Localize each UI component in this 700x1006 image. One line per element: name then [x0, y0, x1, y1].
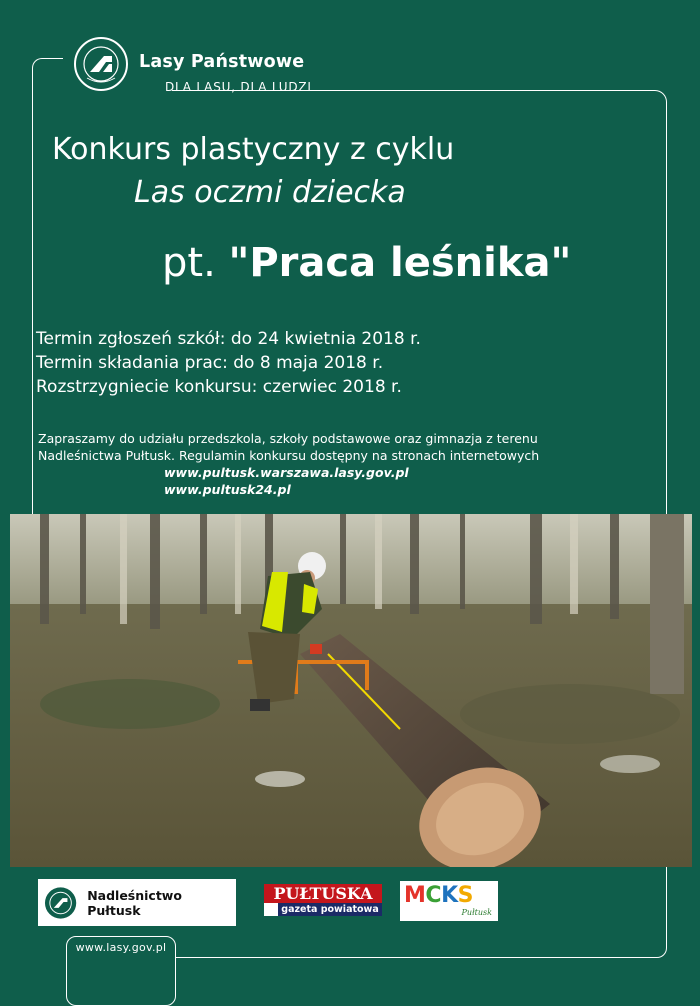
brand-tagline: DLA LASU, DLA LUDZI — [165, 80, 312, 94]
mcks-letter-m: M — [404, 883, 426, 908]
mcks-letters — [404, 883, 473, 908]
invite-line1: Zapraszamy do udziału przedszkola, szkoły podstawowe oraz gimnazja z terenu — [38, 431, 538, 446]
forester-photo — [10, 514, 692, 867]
mcks-letter-k: K — [441, 883, 458, 908]
date-submission: Termin składania prac: do 8 maja 2018 r. — [36, 353, 384, 373]
footer-url-link[interactable]: www.lasy.gov.pl — [75, 941, 167, 954]
title-prefix: pt. — [162, 240, 216, 286]
mcks-letter-c: C — [425, 883, 442, 908]
lasy-panstwowe-emblem-icon — [73, 36, 129, 92]
date-registration: Termin zgłoszeń szkół: do 24 kwietnia 2018 r. — [36, 329, 421, 349]
title-cycle-name: Las oczmi dziecka — [134, 175, 406, 210]
mcks-letter-s: S — [457, 883, 473, 908]
url-link-1[interactable]: www.pultusk.warszawa.lasy.gov.pl — [164, 465, 409, 480]
dates-list — [36, 327, 421, 399]
frame-corner — [32, 58, 63, 71]
pultuska-subtitle: gazeta powiatowa — [278, 903, 382, 916]
footer-tab — [66, 936, 176, 1006]
mcks-subtitle: Pułtusk — [461, 908, 492, 917]
pultuska-title: PUŁTUSKA — [264, 884, 382, 903]
title-quoted: "Praca leśnika" — [228, 240, 572, 286]
nadlesnictwo-emblem-icon — [44, 886, 77, 920]
pultuska-logo — [264, 884, 382, 916]
mcks-logo — [400, 881, 498, 921]
date-results: Rozstrzygniecie konkursu: czerwiec 2018 r. — [36, 377, 402, 397]
title-line1: Konkurs plastyczny z cyklu — [52, 132, 455, 167]
brand-name: Lasy Państwowe — [139, 52, 305, 72]
invitation-text — [38, 430, 539, 498]
contest-title — [162, 240, 571, 286]
invite-line2: Nadleśnictwa Pułtusk. Regulamin konkursu dostępny na stronach internetowych — [38, 448, 540, 463]
frame-left-line — [32, 70, 33, 520]
nadlesnictwo-label: Nadleśnictwo Pułtusk — [87, 887, 182, 918]
nadlesnictwo-logo — [38, 879, 236, 926]
forest-scene-image — [10, 514, 692, 867]
url-link-2[interactable]: www.pultusk24.pl — [164, 482, 291, 497]
